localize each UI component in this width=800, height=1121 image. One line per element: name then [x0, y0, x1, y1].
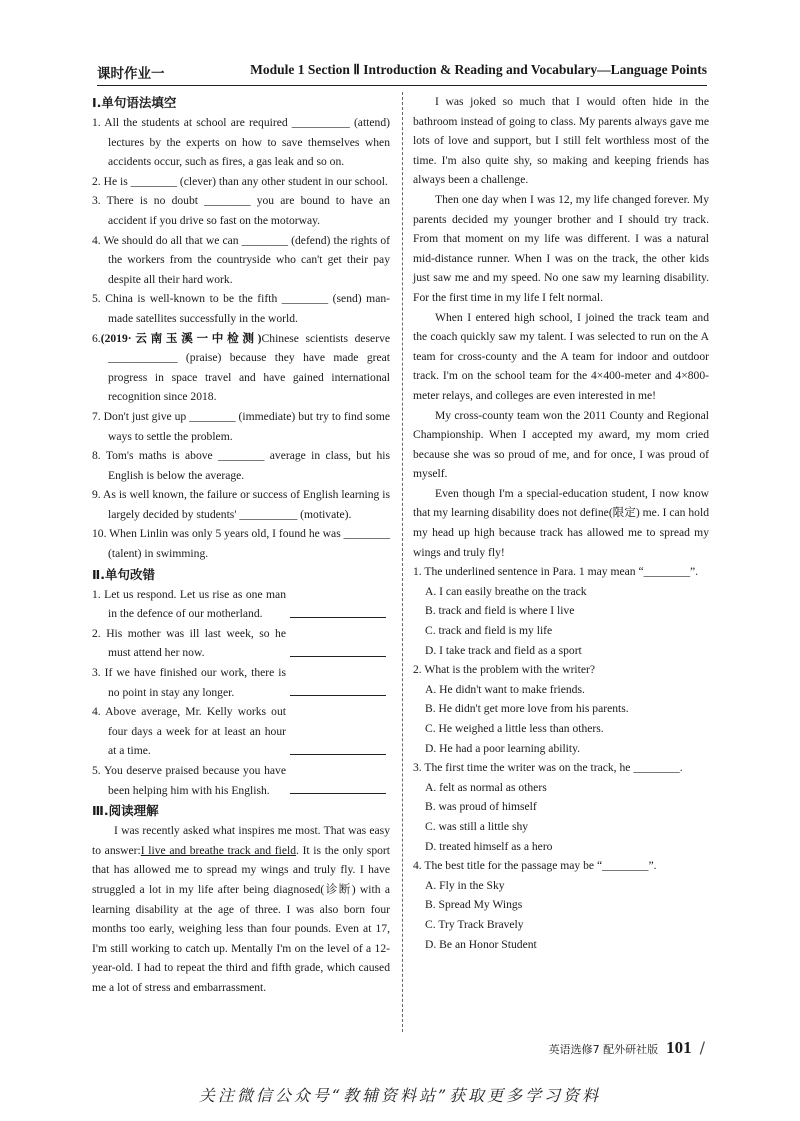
answer-option[interactable]: A. He didn't want to make friends.	[425, 682, 585, 696]
section-3-title: Ⅲ.阅读理解	[92, 803, 159, 819]
answer-line[interactable]	[290, 793, 386, 794]
answer-option[interactable]: A. Fly in the Sky	[425, 878, 505, 892]
grammar-item: 4. We should do all that we can ________ (defend) the rights of the workers from the countryside who can't get their pay despite all their hard work.	[92, 233, 390, 286]
answer-option[interactable]: B. He didn't get more love from his parents.	[425, 702, 629, 716]
passage-paragraph: Even though I'm a special-education student, I now know that my learning disability does not define(限定) me. I can hold my head up high because track has allowed me to spread my wings and truly fly!	[413, 486, 709, 559]
grammar-item: 1. All the students at school are required __________ (attend) lectures by the experts on how to save themselves when accidents occur, such as fires, a gas leak and so on.	[92, 116, 390, 169]
correction-item: 5. You deserve praised because you have been helping him with his English.	[92, 761, 390, 800]
answer-option[interactable]: D. I take track and field as a sport	[425, 643, 582, 657]
correction-item: 3. If we have finished our work, there is no point in stay any longer.	[92, 663, 390, 702]
grammar-item: 8. Tom's maths is above ________ average in class, but his English is below the average.	[92, 449, 390, 482]
item-source: (2019·云南玉溪一中检测)	[100, 331, 262, 345]
promo-note: 关注微信公众号“教辅资料站”获取更多学习资料	[198, 1086, 602, 1105]
header-rule	[97, 85, 707, 86]
answer-option[interactable]: B. Spread My Wings	[425, 898, 523, 912]
slash-mark: /	[699, 1038, 705, 1057]
answer-option[interactable]: C. track and field is my life	[425, 624, 553, 638]
passage-paragraph: I was joked so much that I would often hide in the bathroom instead of going to class. My parents always gave me lots of love and support, but I still felt worthless most of the time. I'm also quite shy, so making and keeping friends has always been a challenge.	[413, 95, 709, 187]
answer-option[interactable]: C. Try Track Bravely	[425, 917, 524, 931]
question-stem: 2. What is the problem with the writer?	[413, 663, 596, 677]
question-stem: 3. The first time the writer was on the track, he ________.	[413, 761, 683, 775]
answer-option[interactable]: D. He had a poor learning ability.	[425, 741, 581, 755]
passage-paragraph: Then one day when I was 12, my life changed forever. My parents decided my younger brother and I should try track. From that moment on my life was different. I was a natural mid-distance runner. When I was on the track, the other kids just saw me and my speed. No one saw my learning disability. For the first time in my life I felt normal.	[413, 192, 709, 304]
answer-line[interactable]	[290, 695, 386, 696]
correction-item: 4. Above average, Mr. Kelly works out four days a week for at least an hour at a time.	[92, 702, 390, 761]
answer-option[interactable]: A. felt as normal as others	[425, 780, 547, 794]
answer-option[interactable]: C. He weighed a little less than others.	[425, 722, 604, 735]
underlined-sentence: I live and breathe track and field	[140, 843, 296, 857]
answer-line[interactable]	[290, 656, 386, 657]
grammar-item: 2. He is ________ (clever) than any other student in our school.	[92, 174, 388, 188]
answer-line[interactable]	[290, 617, 386, 618]
answer-option[interactable]: A. I can easily breathe on the track	[425, 584, 587, 598]
left-column	[92, 92, 390, 998]
page-number: 101	[666, 1038, 692, 1057]
answer-option[interactable]: D. Be an Honor Student	[425, 937, 537, 951]
answer-option[interactable]: B. track and field is where I live	[425, 604, 575, 618]
page-header	[97, 62, 707, 84]
section-1-title: Ⅰ.单句语法填空	[92, 95, 177, 110]
passage-paragraph-1: I was recently asked what inspires me most. That was easy to answer:I live and breathe track and field. It is the only sport that has allowed me to spread my wings and truly fly. I have struggled a lot in my life after being diagnosed(诊断) with a learning disability at the age of three. I was also born four months too early, weighing less than four pounds. Even at 17, I'm still working to catch up. Mentally I'm on the level of a 12-year-old. I had to repeat the third and fifth grade, which caused me a lot of stress and embarrassment.	[92, 824, 390, 994]
grammar-item: 10. When Linlin was only 5 years old, I found he was ________ (talent) in swimming.	[92, 527, 390, 561]
grammar-item: 7. Don't just give up ________ (immediate) but try to find some ways to settle the problem.	[92, 409, 390, 443]
answer-option[interactable]: D. treated himself as a hero	[425, 839, 553, 853]
section-2-title: Ⅱ.单句改错	[92, 566, 155, 582]
answer-option[interactable]: B. was proud of himself	[425, 800, 537, 814]
grammar-item: 9. As is well known, the failure or success of English learning is largely decided by students' __________ (motivate).	[92, 488, 390, 521]
passage-paragraph: My cross-county team won the 2011 County and Regional Championship. When I accepted my award, my mom cried because she was so proud of me, and for once, I was proud of myself.	[413, 408, 709, 481]
item-6-text: Chinese scientists deserve ____________ (praise) because they have made great progress in space travel and have gained international recognition since 2018.	[108, 331, 391, 404]
correction-item: 2. His mother was ill last week, so he must attend her now.	[92, 624, 390, 663]
question-stem: 1. The underlined sentence in Para. 1 may mean “________”.	[413, 565, 699, 579]
answer-line[interactable]	[290, 754, 386, 755]
right-column	[413, 92, 709, 954]
grammar-item: 5. China is well-known to be the fifth ________ (send) man-made satellites successfully in the world.	[92, 292, 390, 325]
correction-item: 1. Let us respond. Let us rise as one man in the defence of our motherland.	[92, 585, 390, 624]
module-title: Module 1 Section Ⅱ Introduction & Reading and Vocabulary—Language Points	[250, 62, 707, 77]
question-stem: 4. The best title for the passage may be “________”.	[413, 859, 657, 873]
passage-paragraph: When I entered high school, I joined the track team and the coach quickly saw my talent. I was selected to run on the A team for cross-county and the A team for indoor and outdoor track. I'm on the school team for the 4×400-meter and 4×800-meter relays, and colleges are even interested in me!	[413, 310, 709, 402]
grammar-item: 3. There is no doubt ________ you are bound to have an accident if you drive so fast on the motorway.	[92, 194, 390, 227]
lesson-label: 课时作业一	[97, 66, 165, 82]
column-divider	[402, 92, 403, 1032]
book-label: 英语选修7 配外研社版	[548, 1043, 659, 1056]
page-footer	[549, 1038, 705, 1060]
grammar-item-6: 6.(2019·云南玉溪一中检测)Chinese scientists deserve ____________ (praise) because they have made great progress in space travel and have gained international recognition since 2018.	[92, 331, 391, 404]
answer-option[interactable]: C. was still a little shy	[425, 819, 529, 833]
